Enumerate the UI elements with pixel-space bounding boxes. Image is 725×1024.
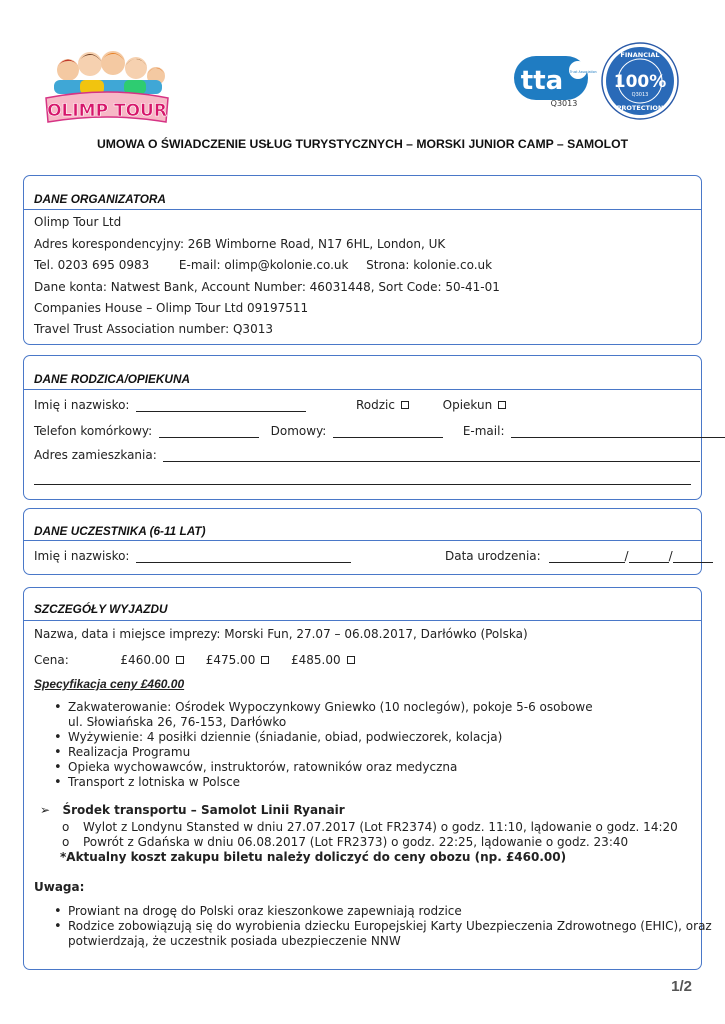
notes-title: Uwaga:: [34, 880, 85, 894]
participant-section: [23, 508, 702, 575]
organizer-name: Olimp Tour Ltd: [34, 215, 122, 229]
tta-small-text: Travel Trust Association: [559, 70, 597, 74]
transport-title: Środek transportu – Samolot Linii Ryanair: [62, 803, 345, 817]
organizer-phone: Tel. 0203 695 0983: [34, 258, 150, 272]
parent-phone-row: [34, 424, 725, 438]
arrow-bullet-icon: ➢: [40, 803, 51, 817]
seal-bottom-text: PROTECTION: [616, 104, 664, 112]
mobile-field[interactable]: [159, 426, 259, 438]
home-phone-field[interactable]: [333, 426, 443, 438]
event-details: Nazwa, data i miejsce imprezy: Morski Fun, 27.07 – 06.08.2017, Darłówko (Polska): [34, 627, 528, 641]
olimp-tour-logo: [40, 40, 175, 128]
participant-name-label: Imię i nazwisko:: [34, 549, 130, 563]
transport-title-row: [40, 803, 345, 817]
dob-month-field[interactable]: [629, 551, 669, 563]
list-item: • Wyżywienie: 4 posiłki dziennie (śniadanie, obiad, podwieczorek, kolacja): [54, 730, 593, 745]
guardian-checkbox[interactable]: [498, 401, 506, 409]
organizer-bank: Dane konta: Natwest Bank, Account Number: 46031448, Sort Code: 50-41-01: [34, 280, 500, 294]
price-option-2: £475.00: [205, 653, 256, 667]
parent-option-label: Rodzic: [355, 398, 395, 412]
price-option-1: £460.00: [120, 653, 171, 667]
parent-section-title: DANE RODZICA/OPIEKUNA: [34, 372, 190, 386]
address-label: Adres zamieszkania:: [34, 448, 157, 462]
price-1-checkbox[interactable]: [176, 656, 184, 664]
organizer-tta-number: Travel Trust Association number: Q3013: [34, 322, 273, 336]
organizer-email: E-mail: olimp@kolonie.co.uk: [178, 258, 349, 272]
mobile-label: Telefon komórkowy:: [34, 424, 153, 438]
list-item: • Zakwaterowanie: Ośrodek Wypoczynkowy Gniewko (10 noclegów), pokoje 5-6 osobowe: [54, 700, 593, 715]
flight-outbound: o Wylot z Londynu Stansted w dniu 27.07.2017 (Lot FR2374) o godz. 11:10, lądowanie o godz. 14:20: [62, 820, 678, 834]
seal-code-text: Q3013: [631, 92, 649, 98]
flight-return: o Powrót z Gdańska w dniu 06.08.2017 (Lot FR2373) o godz. 22:25, lądowanie o godz. 23:40: [62, 835, 629, 849]
organizer-address: Adres korespondencyjny: 26B Wimborne Road, N17 6HL, London, UK: [34, 237, 446, 251]
document-title: UMOWA O ŚWIADCZENIE USŁUG TURYSTYCZNYCH – MORSKI JUNIOR CAMP – SAMOLOT: [96, 137, 629, 151]
dob-slash-2: /: [668, 549, 673, 563]
parent-name-field[interactable]: [136, 400, 306, 412]
parent-name-row: [34, 398, 506, 412]
guardian-option-label: Opiekun: [442, 398, 493, 412]
home-phone-label: Domowy:: [270, 424, 327, 438]
parent-email-field[interactable]: [511, 426, 725, 438]
parent-email-label: E-mail:: [462, 424, 505, 438]
price-2-checkbox[interactable]: [261, 656, 269, 664]
tta-badge: [514, 56, 597, 108]
price-label: Cena:: [34, 653, 69, 667]
dob-year-field[interactable]: [673, 551, 713, 563]
trip-section-title: SZCZEGÓŁY WYJAZDU: [34, 602, 168, 616]
parent-checkbox[interactable]: [401, 401, 409, 409]
parent-section: [23, 355, 702, 500]
dob-slash-1: /: [624, 549, 629, 563]
list-item: • Opieka wychowawców, instruktorów, ratowników oraz medyczna: [54, 760, 593, 775]
tta-text: tta: [520, 66, 564, 96]
organizer-section-title: DANE ORGANIZATORA: [34, 192, 166, 206]
price-spec-list: [54, 700, 593, 790]
list-item-continuation: ul. Słowiańska 26, 76-153, Darłówko: [68, 715, 287, 729]
participant-row: [34, 549, 713, 563]
notes-continuation: potwierdzają, że uczestnik posiada ubezpieczenie NNW: [68, 934, 401, 948]
notes-list: [54, 904, 712, 934]
list-item: • Realizacja Programu: [54, 745, 593, 760]
circle-bullet-icon: o: [62, 820, 70, 834]
participant-name-field[interactable]: [136, 551, 351, 563]
organizer-section: [23, 175, 702, 345]
address-field-line-2[interactable]: [34, 484, 691, 485]
accreditation-badges: [512, 42, 682, 122]
price-option-3: £485.00: [290, 653, 341, 667]
list-item: • Transport z lotniska w Polsce: [54, 775, 593, 790]
list-item: • Prowiant na drogę do Polski oraz kieszonkowe zapewniają rodzice: [54, 904, 712, 919]
seal-top-text: FINANCIAL: [620, 51, 660, 59]
price-3-checkbox[interactable]: [347, 656, 355, 664]
logo-text: OLIMP TOUR: [47, 101, 167, 121]
dob-label: Data urodzenia:: [444, 549, 541, 563]
organizer-contact-line: [34, 258, 492, 272]
trip-details-section: [23, 587, 712, 970]
price-spec-title: Specyfikacja ceny £460.00: [34, 677, 185, 691]
parent-name-label: Imię i nazwisko:: [34, 398, 130, 412]
tta-code: Q3013: [550, 99, 578, 108]
circle-bullet-icon: o: [62, 835, 70, 849]
seal-percent-text: 100%: [613, 72, 667, 92]
ticket-cost-note: *Aktualny koszt zakupu biletu należy doliczyć do ceny obozu (np. £460.00): [60, 850, 567, 864]
organizer-website: Strona: kolonie.co.uk: [366, 258, 493, 272]
price-row: [34, 653, 355, 667]
address-field[interactable]: [163, 450, 700, 462]
participant-section-title: DANE UCZESTNIKA (6-11 LAT): [34, 524, 206, 538]
organizer-companies-house: Companies House – Olimp Tour Ltd 09197511: [34, 301, 309, 315]
address-row: [34, 448, 700, 462]
page-number: 1/2: [671, 978, 692, 995]
dob-day-field[interactable]: [549, 551, 625, 563]
list-item: • Rodzice zobowiązują się do wyrobienia dziecku Europejskiej Karty Ubezpieczenia Zdrowotnego (EHIC), oraz: [54, 919, 712, 934]
financial-protection-seal: [602, 43, 678, 119]
